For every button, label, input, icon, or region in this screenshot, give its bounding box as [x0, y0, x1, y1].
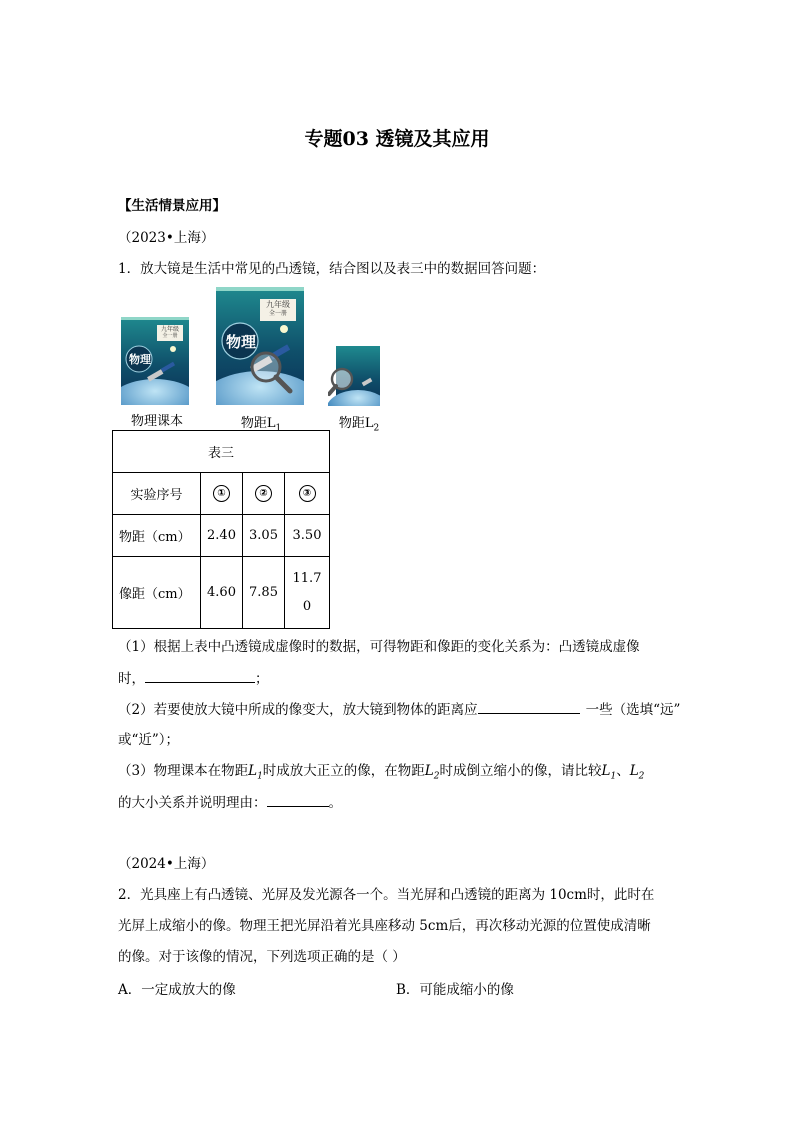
answer-blank-3[interactable] — [267, 792, 329, 807]
q1-part2-line2: 或“近”）； — [118, 732, 180, 748]
q2-line3: 的像。对于该像的情况，下列选项正确的是（ ） — [118, 949, 406, 965]
q1-stem: 1．放大镜是生活中常见的凸透镜，结合图以及表三中的数据回答问题： — [118, 261, 546, 277]
textbook-cover-image — [121, 317, 189, 405]
cover-grade: 九年级 — [160, 326, 179, 333]
q1-part2-line1: （2）若要使放大镜中所成的像变大，放大镜到物体的距离应 一些（选填“远” — [118, 699, 680, 720]
q2-source: （2024•上海） — [118, 856, 215, 872]
row-label-image-distance: 像距（cm） — [113, 557, 201, 629]
q1-part1-line1: （1）根据上表中凸透镜成虚像时的数据，可得物距和像距的变化关系为：凸透镜成虚像 — [118, 639, 640, 655]
row-label-object-distance: 物距（cm） — [113, 515, 201, 557]
table-cell: 3.05 — [243, 515, 285, 557]
section-header: 【生活情景应用】 — [118, 198, 226, 214]
caption-distance-1: 物距$L_1$ — [240, 416, 282, 434]
q2-option-a[interactable]: A．一定成放大的像 — [118, 982, 236, 998]
magnified-cover-volume: 全一册 — [268, 310, 287, 317]
answer-blank-2[interactable] — [478, 699, 580, 714]
table-col-1: ① — [213, 485, 230, 502]
table-row — [113, 557, 330, 629]
q2-line1: 2．光具座上有凸透镜、光屏及发光源各一个。当光屏和凸透镜的距离为 10cm时，此时在 — [118, 887, 655, 903]
caption-distance-2: 物距$L_2$ — [338, 416, 380, 434]
q2-line2: 光屏上成缩小的像。物理王把光屏沿着光具座移动 5cm后，再次移动光源的位置使成清晰 — [118, 918, 651, 934]
table-caption: 表三 — [113, 431, 330, 473]
table-header-label: 实验序号 — [113, 473, 201, 515]
table-row — [113, 515, 330, 557]
cover-subject: 物理 — [129, 353, 151, 366]
caption-textbook: 物理课本 — [130, 414, 183, 429]
q1-source: （2023•上海） — [118, 230, 215, 246]
data-table — [112, 430, 330, 629]
magnified-cover-subject: 物理 — [225, 333, 256, 351]
table-cell: 2.40 — [201, 515, 243, 557]
table-col-2: ② — [255, 485, 272, 502]
magnified-cover-grade: 九年级 — [266, 300, 290, 309]
cover-volume: 全一册 — [162, 333, 178, 339]
inverted-cover-image — [328, 346, 380, 406]
q1-part3-line2: 的大小关系并说明理由： 。 — [118, 792, 342, 813]
table-cell: 3.50 — [285, 515, 330, 557]
table-col-3: ③ — [299, 485, 316, 502]
magnified-cover-image — [216, 287, 304, 405]
table-cell-wrapped: 11.7 0 — [285, 557, 330, 629]
q1-part3-line1: （3）物理课本在物距$L_1$时成放大正立的像，在物距$L_2$时成倒立缩小的像，请比较$L_1$、$L_2$ — [118, 763, 645, 782]
table-cell: 7.85 — [243, 557, 285, 629]
answer-blank-1[interactable] — [145, 668, 255, 683]
table-cell: 4.60 — [201, 557, 243, 629]
q2-option-b[interactable]: B．可能成缩小的像 — [396, 982, 514, 998]
page-title: 专题03 透镜及其应用 — [304, 128, 490, 150]
q1-part1-line2: 时， ； — [118, 668, 269, 689]
